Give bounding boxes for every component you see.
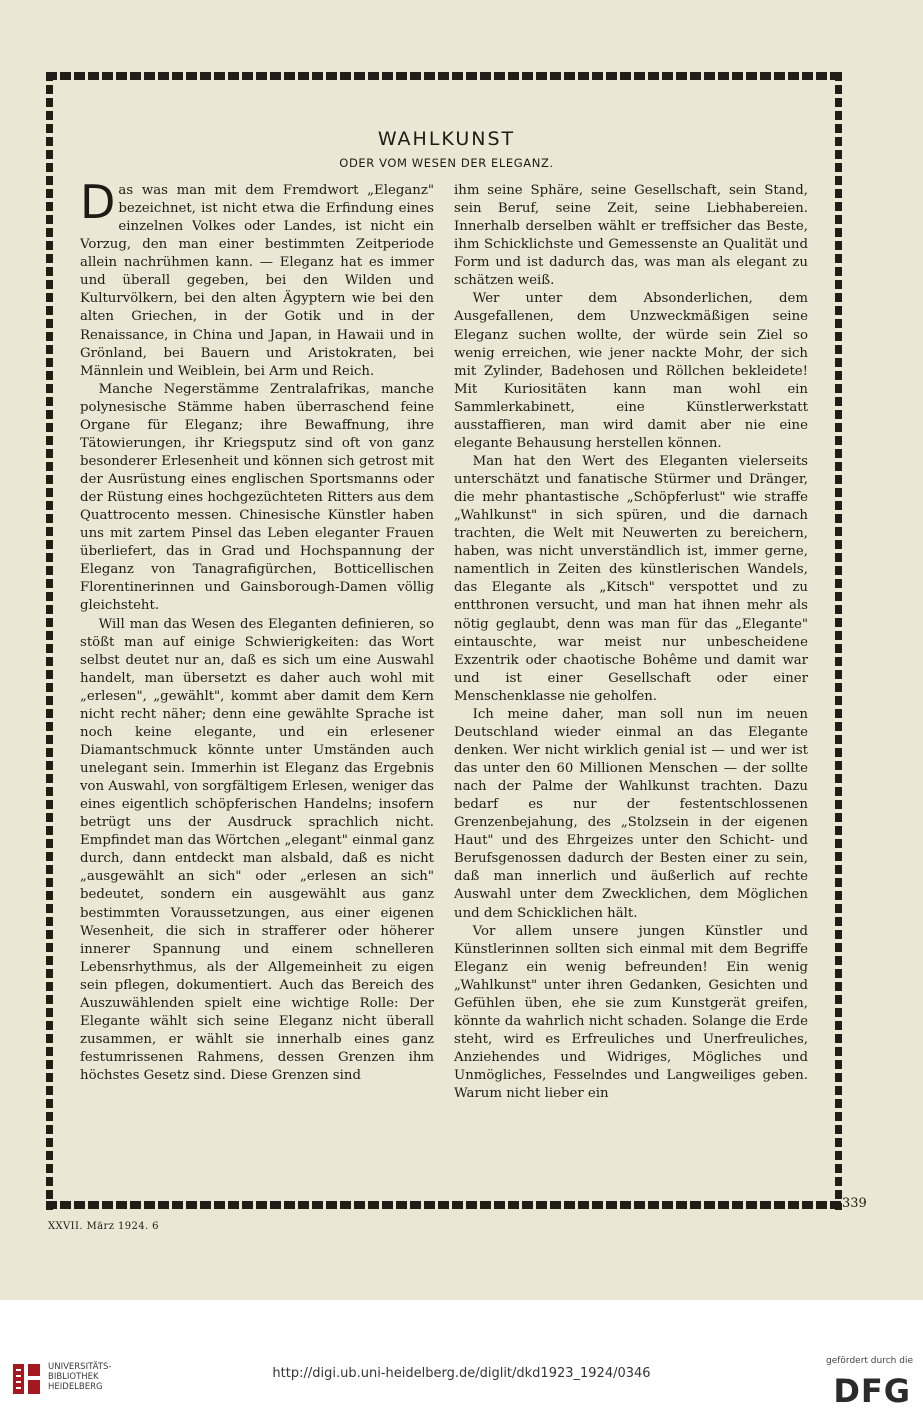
frame-border-top — [46, 72, 842, 80]
paragraph: Will man das Wesen des Eleganten definieren, so stößt man auf einige Schwierigkeiten: das Wort selbst deutet nur an, daß es sich um eine Auswahl handelt, man übersetzt es daher auch wohl mit „erlesen", „gewählt", kommt aber damit dem Kern nicht recht näher; denn eine gewählte Sprache ist noch keine elegante, und ein erlesener Diamantschmuck könnte unter Umständen auch unelegant sein. Immerhin ist Eleganz das Ergebnis von Auswahl, von sorgfältigem Erlesen, weniger das eines eigentlich schöpferischen Handelns; insofern betrügt uns der Ausdruck sprachlich nicht. Empfindet man das Wörtchen „elegant" einmal ganz durch, dann entdeckt man alsbald, daß es nicht „ausgewählt an sich" oder „erlesen an sich" bedeutet, sondern ein ausgewählt aus ganz bestimmten Voraussetzungen, aus einer eigenen Wesenheit, die sich in strafferer oder höherer innerer Spannung und einem schnelleren Lebensrhythmus, als der Allgemeinheit zu eigen sein pflegen, dokumentiert. Auch das Bereich des Auszuwählenden spielt eine wichtige Rolle: Der Elegante wählt sich seine Eleganz nicht überall zusammen, er wählt sie innerhalb eines ganz festumrissenen Rahmens, dessen Grenzen ihm höchstes Gesetz sind. Diese Grenzen sind — [80, 616, 434, 1084]
drop-cap: D — [80, 175, 116, 229]
library-name-line: HEIDELBERG — [48, 1382, 103, 1392]
paragraph: Wer unter dem Absonderlichen, dem Ausgefallenen, dem Unzweckmäßigen seine Eleganz suchen wollte, der würde sein Ziel so wenig erreichen, wie jener nackte Mohr, der sich mit Zylinder, Badehosen und Röllchen bekleidete! Mit Kuriositäten kann man wohl ein Sammlerkabinett, eine Künstlerwerkstatt ausstaffieren, man wird damit aber nie eine elegante Behausung herstellen können. — [454, 291, 808, 451]
frame-border-right — [835, 72, 842, 1210]
text-column-right — [454, 182, 808, 1103]
paragraph: Manche Negerstämme Zentralafrikas, manche polynesische Stämme haben überraschend feine Organe für Eleganz; ihre Bewaffnung, ihre Tätowierungen, ihr Kriegsputz sind oft von ganz besonderer Erlesenheit und können sich getrost mit der Ausrüstung eines englischen Sportsmanns oder der Rüstung eines hochgezüchteten Ritters aus dem Quattrocento messen. Chinesische Künstler haben uns mit zartem Pinsel das Leben eleganter Frauen überliefert, das in Grad und Hochspannung der Eleganz von Tanagrafigürchen, Botticellischen Florentinerinnen und Gainsborough-Damen völlig gleichsteht. — [80, 381, 434, 614]
article-subtitle: ODER VOM WESEN DER ELEGANZ. — [339, 156, 554, 170]
frame-border-bottom — [46, 1201, 842, 1209]
library-name-line: UNIVERSITÄTS- — [48, 1362, 112, 1372]
article-title: WAHLKUNST — [377, 128, 516, 150]
library-name-line: BIBLIOTHEK — [48, 1372, 99, 1382]
page-number: 339 — [842, 1196, 867, 1211]
paragraph: ihm seine Sphäre, seine Gesellschaft, sein Stand, sein Beruf, seine Zeit, seine Liebhabereien. Innerhalb derselben wählt er treffsicher das Beste, ihm Schicklichste und Gemessenste an Qualität und Form und ist dadurch das, was man als elegant zu schätzen weiß. — [454, 183, 808, 289]
source-url-link[interactable]: http://digi.ub.uni-heidelberg.de/diglit/dkd1923_1924/0346 — [272, 1366, 651, 1381]
text-column-left — [80, 175, 434, 1085]
issue-line: XXVII. März 1924. 6 — [48, 1221, 159, 1232]
paragraph-text: as was man mit dem Fremdwort „Eleganz" bezeichnet, ist nicht etwa die Erfindung eines einzelnen Volkes oder Landes, ist nicht ein Vorzug, den man einer bestimmten Zeitperiode allein nachrühmen kann. — Eleganz hat es immer und überall gegeben, bei den Wilden und Kulturvölkern, bei den alten Ägyptern wie bei den alten Griechen, in der Gotik und in der Renaissance, in China und Japan, in Hawaii und in Grönland, bei Bauern und Aristokraten, bei Männlein und Weiblein, bei Arm und Reich. — [80, 183, 434, 379]
paragraph: Ich meine daher, man soll nun im neuen Deutschland wieder einmal an das Elegante denken. Wer nicht wirklich genial ist — und wer ist das unter den 60 Millionen Menschen — der sollte nach der Palme der Wahlkunst trachten. Dazu bedarf es nur der festentschlossenen Grenzenbejahung, des „Stolzsein in der eigenen Haut" und des Ehrgeizes unter den Schicht- und Berufsgenossen dadurch der Besten einer zu sein, daß man innerlich und äußerlich auf rechte Auswahl unter dem Zwecklichen, dem Möglichen und dem Schicklichen hält. — [454, 706, 808, 921]
funder-label: gefördert durch die — [826, 1356, 913, 1366]
paragraph: Man hat den Wert des Eleganten vielerseits unterschätzt und fanatische Stürmer und Dränger, die mehr phantastische „Schöpferlust" wie straffe „Wahlkunst" in sich spüren, und die darnach trachten, die Welt mit Neuwerten zu bereichern, haben, was nicht unverständlich ist, immer gerne, namentlich in Zeiten des künstlerischen Wandels, das Elegante als „Kitsch" verspottet und zu entthronen versucht, und man hat ihnen mehr als nötig geglaubt, denn was man für das „Elegante" eintauschte, war meist nur unbescheidene Exzentrik oder chaotische Bohême und damit war und ist einer Gesellschaft oder einer Menschenklasse nie geholfen. — [454, 453, 808, 704]
paragraph — [80, 175, 434, 381]
frame-border-left — [46, 72, 53, 1210]
paragraph: Vor allem unsere jungen Künstler und Künstlerinnen sollten sich einmal mit dem Begriffe Eleganz ein wenig befreunden! Ein wenig „Wahlkunst" unter ihren Gedanken, Gesichten und Gefühlen üben, ehe sie zum Kunstgerät greifen, könnte da wahrlich nicht schaden. Solange die Erde steht, wird es Erfreuliches und Unerfreuliches, Anziehendes und Widriges, Mögliches und Unmögliches, Fesselndes und Langweiliges geben. Warum nicht lieber ein — [454, 923, 808, 1102]
digitization-footer — [0, 1300, 923, 1414]
funder-logo: DFG — [833, 1372, 911, 1410]
